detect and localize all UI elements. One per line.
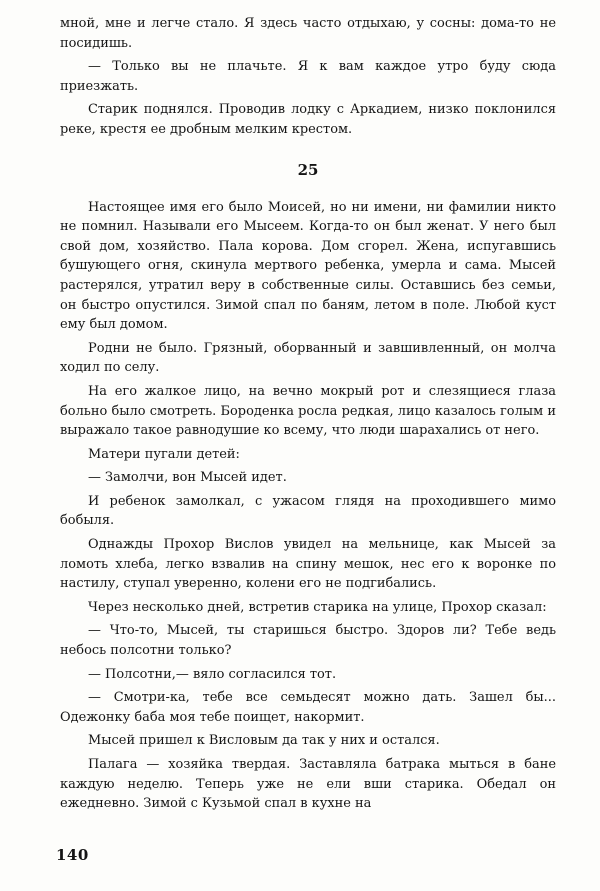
page-text	[60, 14, 556, 818]
dialogue-line: — Замолчи, вон Мысей идет.	[88, 470, 287, 486]
paragraph: Настоящее имя его было Моисей, но ни имени, ни фамилии никто не помнил. Называли его Мысеем. Когда-то он был женат. У него был свой дом, хозяйство. Пала корова. Дом сгорел. Жена, испугавшись бушующего огня, скинула мертвого ребенка, умерла и сама. Мысей растерялся, утратил веру в собственные силы. Оставшись без семьи, он быстро опустился. Зимой спал по баням, летом в поле. Любой куст ему был домом.	[60, 199, 556, 333]
paragraph: И ребенок замолкал, с ужасом глядя на проходившего мимо бобыля.	[60, 493, 556, 529]
paragraph: Палага — хозяйка твердая. Заставляла батрака мыться в бане каждую неделю. Теперь уже не ели вши старика. Обедал он ежедневно. Зимой с Кузьмой спал в кухне на	[60, 757, 556, 812]
paragraph: На его жалкое лицо, на вечно мокрый рот и слезящиеся глаза больно было смотреть. Бороденка росла редкая, лицо казалось голым и выражало такое равнодушие ко всему, что люди шарахались от него.	[60, 383, 556, 439]
chapter-number: 25	[297, 160, 319, 179]
paragraph: Матери пугали детей:	[88, 446, 240, 462]
paragraph: Через несколько дней, встретив старика на улице, Прохор сказал:	[88, 599, 547, 615]
paragraph: Старик поднялся. Проводив лодку с Аркадием, низко поклонился реке, крестя ее дробным мелким крестом.	[60, 102, 556, 137]
paragraph: Мысей пришел к Висловым да так у них и остался.	[88, 733, 440, 749]
paragraph: Родни не было. Грязный, оборванный и завшивленный, он молча ходил по селу.	[60, 340, 556, 376]
dialogue-line: — Смотри-ка, тебе все семьдесят можно дать. Зашел бы... Одежонку баба моя тебе поищет, накормит.	[60, 690, 556, 725]
paragraph: мной, мне и легче стало. Я здесь часто отдыхаю, у сосны: дома-то не посидишь.	[60, 16, 556, 51]
paragraph: — Только вы не плачьте. Я к вам каждое утро буду сюда приезжать.	[60, 59, 556, 94]
page-number: 140	[56, 846, 89, 864]
dialogue-line: — Полсотни,— вяло согласился тот.	[88, 666, 337, 682]
paragraph: Однажды Прохор Вислов увидел на мельнице, как Мысей за ломоть хлеба, легко взвалив на спину мешок, нес его к воронке по настилу, ступал уверенно, колени его не подгибались.	[60, 537, 556, 592]
dialogue-line: — Что-то, Мысей, ты старишься быстро. Здоров ли? Тебе ведь небось полсотни только?	[60, 623, 556, 659]
